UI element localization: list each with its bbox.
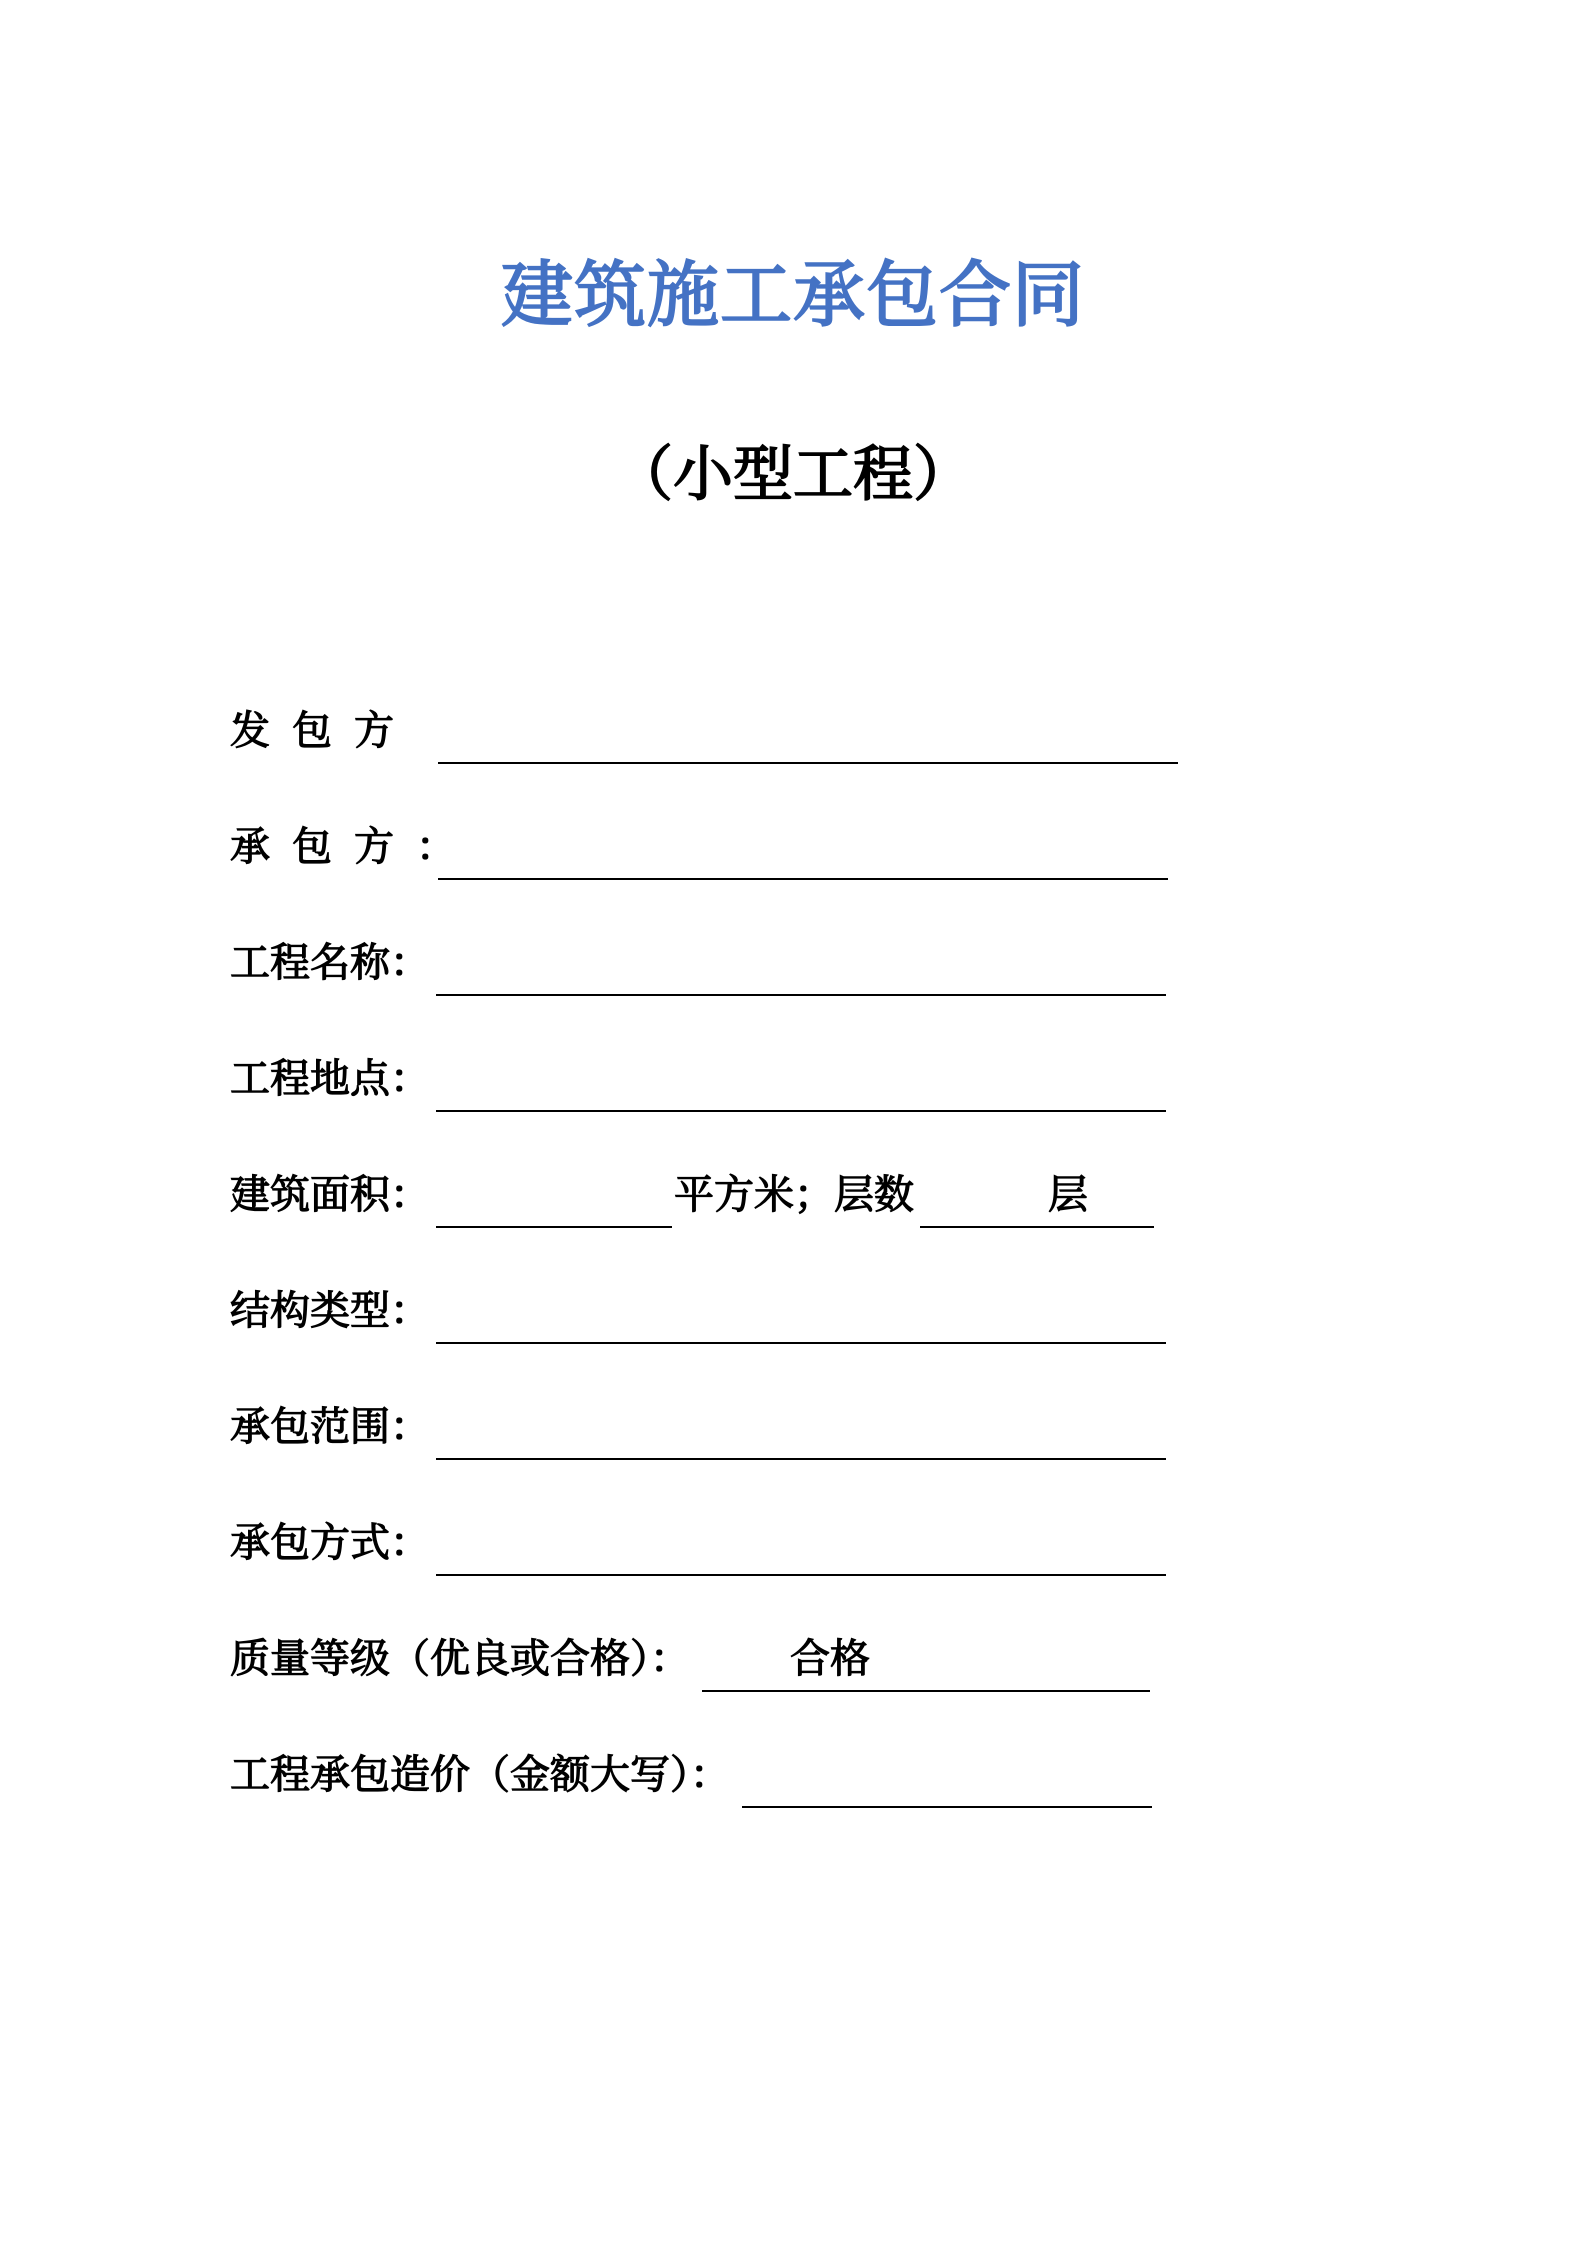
method-label: 承包方式： [230,1520,430,1566]
quality-row [230,1634,1190,1694]
document-subtitle: （小型工程） [613,440,973,510]
quality-label: 质量等级（优良或合格）： [230,1636,690,1682]
scope-label: 承包范围： [230,1404,430,1450]
document-title: 建筑施工承包合同 [500,253,1085,337]
project-location-label: 工程地点： [230,1056,430,1102]
project-name-row [230,938,1190,998]
project-name-label: 工程名称： [230,940,430,986]
cost-row [230,1750,1190,1810]
employer-row [230,706,1190,766]
cost-label: 工程承包造价（金额大写）： [230,1752,730,1798]
employer-field[interactable] [438,716,1178,764]
method-field[interactable] [436,1528,1166,1576]
scope-field[interactable] [436,1412,1166,1460]
quality-field[interactable] [702,1644,1150,1692]
scope-row [230,1402,1190,1462]
method-row [230,1518,1190,1578]
floor-unit-text: 层 [1048,1172,1088,1218]
structure-type-field[interactable] [436,1296,1166,1344]
area-unit-text: 平方米；层数 [674,1172,914,1218]
floor-count-field[interactable] [920,1180,1154,1228]
project-location-row [230,1054,1190,1114]
building-area-row [230,1170,1190,1230]
quality-value: 合格 [790,1636,870,1682]
contractor-row [230,822,1190,882]
cost-field[interactable] [742,1760,1152,1808]
building-area-field[interactable] [436,1180,672,1228]
building-area-label: 建筑面积： [230,1172,430,1218]
structure-type-row [230,1286,1190,1346]
contractor-label: 承包方： [230,824,478,870]
project-location-field[interactable] [436,1064,1166,1112]
contractor-field[interactable] [438,832,1168,880]
project-name-field[interactable] [436,948,1166,996]
structure-type-label: 结构类型： [230,1288,430,1334]
employer-label: 发包方 [230,708,416,754]
